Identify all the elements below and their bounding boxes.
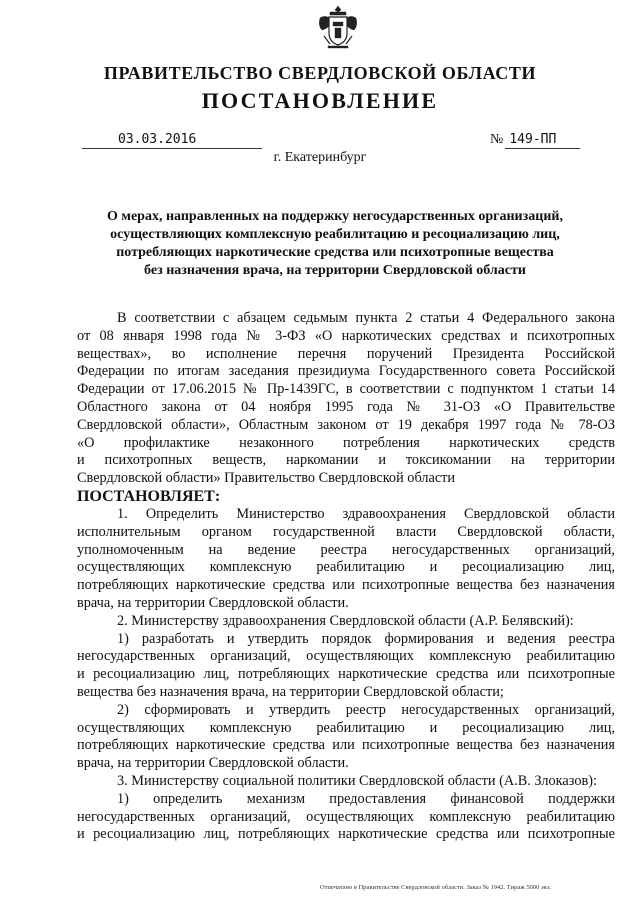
city: г. Екатеринбург — [273, 150, 367, 165]
resolves-heading: ПОСТАНОВЛЯЕТ: — [77, 487, 221, 505]
item-2-2-line: осуществляющих комплексную реабилитацию и ресоциализацию лиц, — [77, 719, 615, 736]
item-1-line: исполнительным органом государственной власти Свердловской области, — [77, 523, 615, 540]
item-3-1-line: 1) определить механизм предоставления финансовой поддержки — [117, 790, 615, 807]
item-2-1-line: и ресоциализацию лиц, потребляющих наркотические средства или психотропные — [77, 666, 615, 683]
preamble-line: В соответствии с абзацем седьмым пункта 2 статьи 4 Федерального закона — [117, 310, 615, 326]
item-1-line: осуществляющих комплексную реабилитацию и ресоциализацию лиц, — [77, 559, 615, 576]
item-2-1-line: негосударственных организаций, осуществляющих комплексную реабилитацию — [77, 648, 615, 665]
title-line: О мерах, направленных на поддержку негосударственных организаций, — [107, 209, 563, 224]
title-line: осуществляющих комплексную реабилитацию и ресоциализацию лиц, — [110, 227, 560, 242]
item-1-line: 1. Определить Министерство здравоохранения Свердловской области — [117, 505, 615, 522]
preamble-line: веществах», во исполнение перечня поручений Президента Российской — [77, 345, 615, 362]
preamble-line: Федерации от 17.06.2015 № Пр-1439ГС, в соответствии с подпунктом 1 статьи 14 — [77, 381, 615, 398]
item-1-line: уполномоченным на ведение реестра негосударственных организаций, — [77, 541, 615, 558]
number-underline — [505, 148, 580, 149]
item-3-1-line: и ресоциализацию лиц, потребляющих наркотические средства или психотропные — [77, 826, 615, 843]
preamble-line: Областного закона от 04 ноября 1995 года № 31-ОЗ «О Правительстве — [77, 398, 615, 415]
preamble-line: Свердловской области» Правительство Свердловской области — [77, 470, 456, 487]
document-body — [77, 310, 615, 844]
number-sign: № — [490, 132, 504, 147]
date-underline — [82, 148, 262, 149]
item-2-2-line: потребляющих наркотические средства или психотропные вещества без назначения — [77, 737, 615, 754]
item-2-line: 2. Министерству здравоохранения Свердловской области (А.Р. Белявский): — [117, 612, 574, 629]
preamble-line: «О профилактике незаконного потребления наркотических средств — [77, 434, 615, 451]
print-footer: Отпечатано в Правительстве Свердловской области. Заказ № 1942. Тираж 5000 экз. — [320, 884, 552, 891]
preamble-line: от 08 января 1998 года № 3-ФЗ «О наркотических средствах и психотропных — [77, 327, 615, 344]
preamble-line: и психотропных веществ, наркомании и токсикомании на территории — [77, 452, 615, 469]
document-date: 03.03.2016 — [118, 132, 197, 147]
document-number — [490, 132, 556, 148]
item-2-2-line: 2) сформировать и утвердить реестр негосударственных организаций, — [117, 701, 615, 718]
item-2-2-line: врача, на территории Свердловской области. — [77, 755, 349, 772]
title-line: потребляющих наркотические средства или психотропные вещества — [116, 245, 554, 260]
item-2-1-line: вещества без назначения врача, на территории Свердловской области; — [77, 683, 504, 700]
item-3-line: 3. Министерству социальной политики Свердловской области (А.В. Злоказов): — [117, 772, 597, 789]
document-type: ПОСТАНОВЛЕНИЕ — [201, 88, 439, 113]
item-3-1-line: негосударственных организаций, осуществляющих комплексную реабилитацию — [77, 808, 615, 825]
title-line: без назначения врача, на территории Свердловской области — [144, 263, 526, 278]
document-title — [70, 208, 600, 280]
coat-of-arms-emblem — [316, 4, 360, 52]
preamble-line: Федерации по итогам заседания президиума Государственного совета Российской — [77, 363, 615, 380]
preamble-line: Свердловской области», Областным законом от 19 декабря 1997 года № 78-ОЗ — [77, 416, 615, 433]
item-1-line: врача, на территории Свердловской области. — [77, 594, 349, 611]
number-value: 149-ПП — [509, 132, 557, 147]
item-2-1-line: 1) разработать и утвердить порядок формирования и ведения реестра — [117, 630, 615, 647]
government-name: ПРАВИТЕЛЬСТВО СВЕРДЛОВСКОЙ ОБЛАСТИ — [103, 63, 537, 83]
item-1-line: потребляющих наркотические средства или психотропные вещества без назначения — [77, 577, 615, 594]
